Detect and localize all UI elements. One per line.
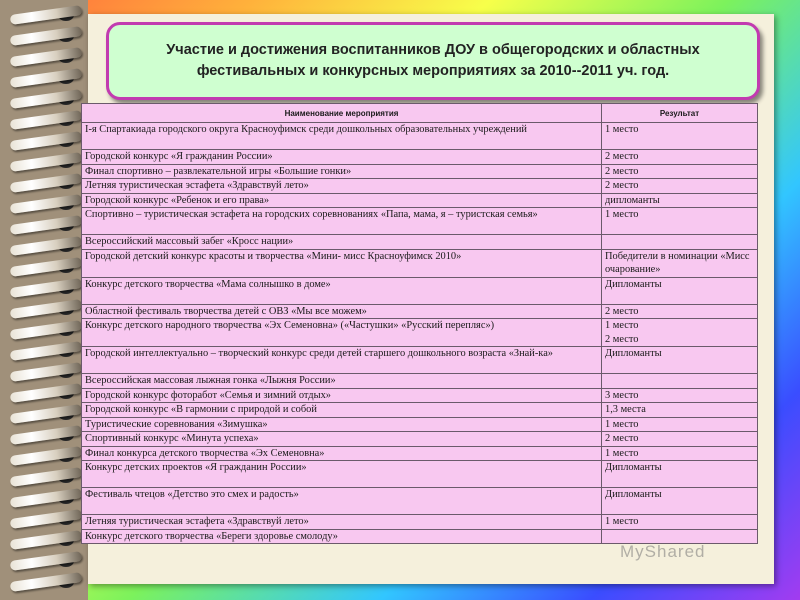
result-cell: Победители в номинации «Мисс очарование» — [602, 249, 758, 277]
table-row — [82, 446, 758, 461]
spiral-binding — [0, 0, 88, 600]
header-event: Наименование мероприятия — [82, 104, 602, 123]
event-cell: Туристические соревнования «Зимушка» — [82, 417, 602, 432]
result-cell: 2 место — [602, 164, 758, 179]
spiral-ring — [10, 5, 83, 25]
event-cell: Конкурс детских проектов «Я гражданин России» — [82, 461, 602, 488]
spiral-ring — [10, 173, 83, 193]
event-cell: Спортивно – туристическая эстафета на городских соревнованиях «Папа, мама, я – туристская семья» — [82, 208, 602, 235]
table-row — [82, 388, 758, 403]
table-row — [82, 403, 758, 418]
table-row — [82, 123, 758, 150]
spiral-ring — [10, 362, 83, 382]
result-cell: Дипломанты — [602, 277, 758, 304]
result-cell: 1 место — [602, 417, 758, 432]
spiral-ring — [10, 47, 83, 67]
table-row — [82, 304, 758, 319]
result-cell — [602, 235, 758, 250]
spiral-ring — [10, 383, 83, 403]
table-row — [82, 347, 758, 374]
table-row — [82, 193, 758, 208]
spiral-ring — [10, 509, 83, 529]
spiral-ring — [10, 530, 83, 550]
result-cell: Дипломанты — [602, 488, 758, 515]
result-cell: 2 место — [602, 179, 758, 194]
table-row — [82, 150, 758, 165]
event-cell: Городской интеллектуально – творческий конкурс среди детей старшего дошкольного возраста «Знай-ка» — [82, 347, 602, 374]
table-row — [82, 417, 758, 432]
page-title-text: Участие и достижения воспитанников ДОУ в общегородских и областных фестивальных и конкурсных мероприятиях за 2010--2011 уч. год. — [166, 42, 700, 79]
result-cell: 2 место — [602, 304, 758, 319]
spiral-ring — [10, 572, 83, 592]
spiral-ring — [10, 131, 83, 151]
event-cell: Городской конкурс фоторабот «Семья и зимний отдых» — [82, 388, 602, 403]
spiral-ring — [10, 110, 83, 130]
watermark: MyShared — [620, 542, 706, 561]
spiral-ring — [10, 68, 83, 88]
spiral-ring — [10, 236, 83, 256]
spiral-ring — [10, 299, 83, 319]
table-row — [82, 461, 758, 488]
spiral-ring — [10, 467, 83, 487]
result-cell: 1 место — [602, 123, 758, 150]
result-cell: 1 место — [602, 208, 758, 235]
event-cell: Летняя туристическая эстафета «Здравствуй лето» — [82, 179, 602, 194]
result-cell — [602, 374, 758, 389]
table-row — [82, 432, 758, 447]
event-cell: Конкурс детского народного творчества «Эх Семеновна» («Частушки» «Русский перепляс») — [82, 319, 602, 347]
result-cell: 2 место — [602, 150, 758, 165]
event-cell: Конкурс детского творчества «Мама солнышко в доме» — [82, 277, 602, 304]
header-result: Результат — [602, 104, 758, 123]
spiral-ring — [10, 341, 83, 361]
event-cell: Городской конкурс «В гармонии с природой и собой — [82, 403, 602, 418]
event-cell: Городской конкурс «Я гражданин России» — [82, 150, 602, 165]
result-cell: Дипломанты — [602, 461, 758, 488]
event-cell: Летняя туристическая эстафета «Здравствуй лето» — [82, 515, 602, 530]
table-row — [82, 235, 758, 250]
event-cell: Финал спортивно – развлекательной игры «Большие гонки» — [82, 164, 602, 179]
table-row — [82, 374, 758, 389]
spiral-ring — [10, 26, 83, 46]
event-cell: I-я Спартакиада городского округа Красноуфимск среди дошкольных образовательных учреждений — [82, 123, 602, 150]
result-cell: 3 место — [602, 388, 758, 403]
event-cell: Спортивный конкурс «Минута успеха» — [82, 432, 602, 447]
table-row — [82, 249, 758, 277]
result-cell: 1,3 места — [602, 403, 758, 418]
spiral-ring — [10, 194, 83, 214]
event-cell: Городской конкурс «Ребенок и его права» — [82, 193, 602, 208]
result-cell: Дипломанты — [602, 347, 758, 374]
result-cell: дипломанты — [602, 193, 758, 208]
table-row — [82, 488, 758, 515]
spiral-ring — [10, 446, 83, 466]
table-row — [82, 277, 758, 304]
event-cell: Финал конкурса детского творчества «Эх Семеновна» — [82, 446, 602, 461]
achievements-table-container — [81, 103, 757, 544]
table-row — [82, 164, 758, 179]
table-row — [82, 208, 758, 235]
result-cell: 1 место 2 место — [602, 319, 758, 347]
table-header-row — [82, 104, 758, 123]
spiral-ring — [10, 278, 83, 298]
event-cell: Всероссийский массовый забег «Кросс нации» — [82, 235, 602, 250]
spiral-ring — [10, 215, 83, 235]
spiral-ring — [10, 257, 83, 277]
event-cell: Фестиваль чтецов «Детство это смех и радость» — [82, 488, 602, 515]
table-row — [82, 319, 758, 347]
page-title — [106, 22, 760, 100]
event-cell: Городской детский конкурс красоты и творчества «Мини- мисс Красноуфимск 2010» — [82, 249, 602, 277]
spiral-ring — [10, 89, 83, 109]
spiral-ring — [10, 320, 83, 340]
spiral-ring — [10, 152, 83, 172]
table-row — [82, 515, 758, 530]
event-cell: Всероссийская массовая лыжная гонка «Лыжня России» — [82, 374, 602, 389]
achievements-table — [81, 103, 758, 544]
result-cell: 1 место — [602, 446, 758, 461]
event-cell: Областной фестиваль творчества детей с ОВЗ «Мы все можем» — [82, 304, 602, 319]
table-row — [82, 179, 758, 194]
spiral-ring — [10, 488, 83, 508]
spiral-ring — [10, 425, 83, 445]
spiral-ring — [10, 404, 83, 424]
spiral-ring — [10, 551, 83, 571]
result-cell: 2 место — [602, 432, 758, 447]
event-cell: Конкурс детского творчества «Береги здоровье смолоду» — [82, 529, 602, 544]
result-cell: 1 место — [602, 515, 758, 530]
